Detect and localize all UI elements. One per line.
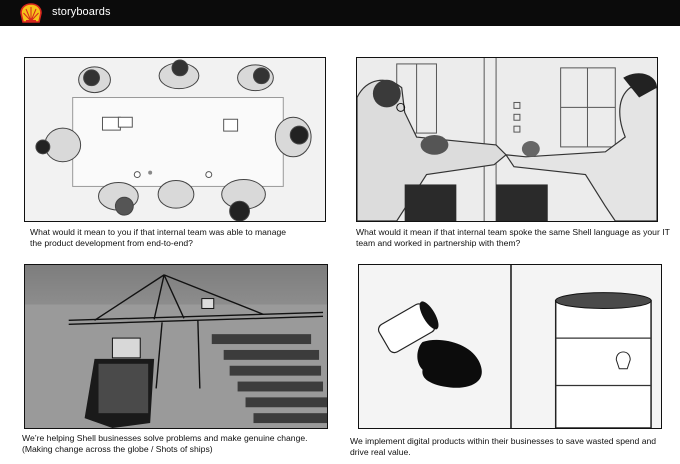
caption-line: the product development from end-to-end?: [30, 238, 193, 248]
caption-line: drive real value.: [350, 447, 411, 457]
caption-port: [22, 433, 352, 455]
port-illustration: [25, 265, 327, 428]
caption-line: (Making change across the globe / Shots of ships): [22, 444, 213, 454]
caption-meeting: [30, 227, 350, 249]
meeting-table-illustration: [25, 58, 325, 221]
oil-spill-illustration: [359, 265, 661, 428]
caption-line: What would it mean if that internal team spoke the same Shell language as your IT: [356, 227, 670, 237]
shell-logo-icon: [18, 2, 44, 24]
storyboard-panel-port: [24, 264, 328, 429]
caption-line: What would it mean to you if that internal team was able to manage: [30, 227, 287, 237]
caption-fist-bump: [356, 227, 676, 249]
storyboard-panel-meeting: [24, 57, 326, 222]
caption-line: team and worked in partnership with them?: [356, 238, 521, 248]
page-title: storyboards: [52, 6, 111, 18]
fist-bump-illustration: [357, 58, 657, 221]
storyboard-panel-fist-bump: [356, 57, 658, 222]
caption-oil-spill: [350, 436, 680, 458]
caption-line: We implement digital products within their businesses to save wasted spend and: [350, 436, 657, 446]
caption-line: We’re helping Shell businesses solve problems and make genuine change.: [22, 433, 308, 443]
top-bar: [0, 0, 680, 26]
storyboard-panel-oil-spill: [358, 264, 662, 429]
